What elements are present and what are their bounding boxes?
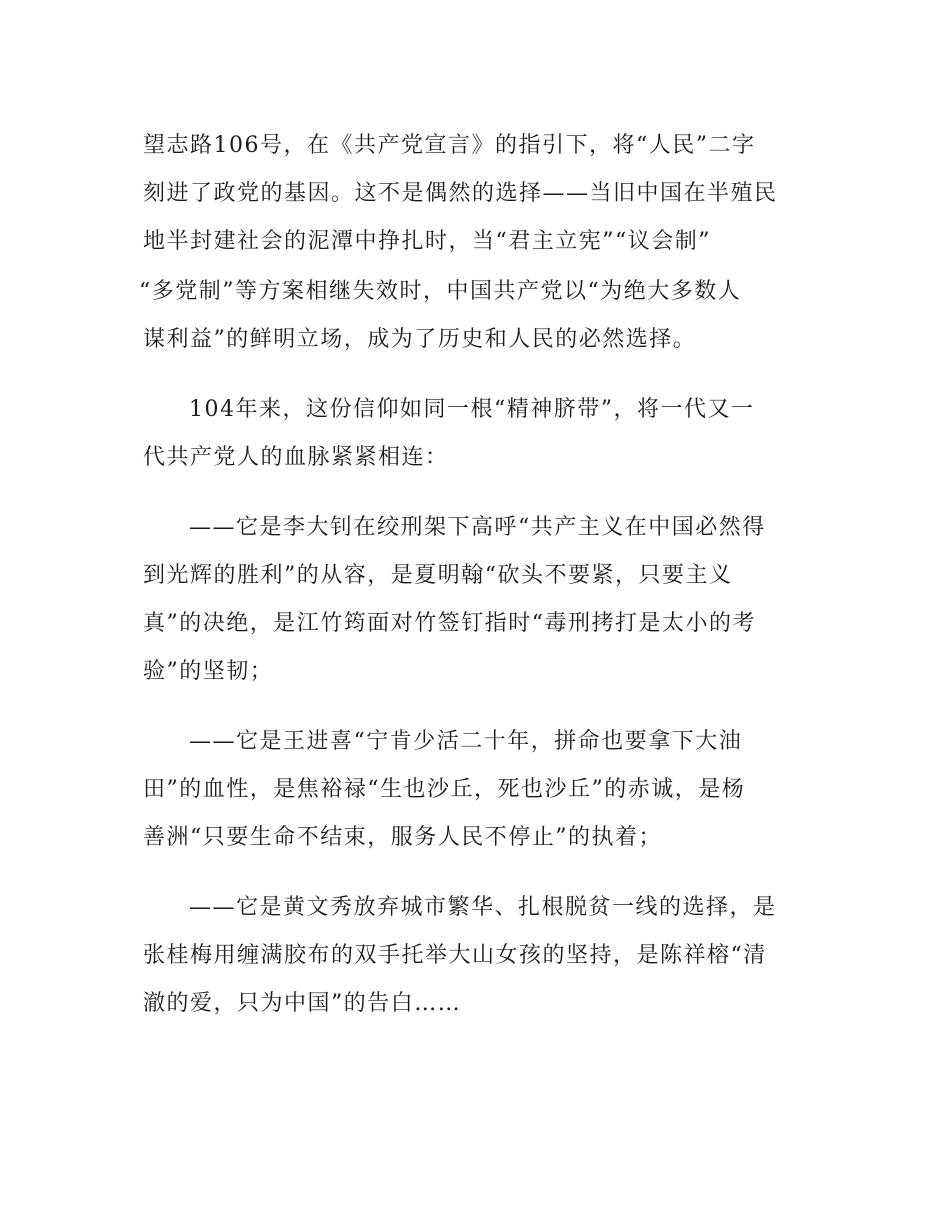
paragraph-2-line-1: 104年来，这份信仰如同一根“精神脐带”，将一代又一	[189, 397, 755, 422]
paragraph-1-line-5: 谋利益”的鲜明立场，成为了历史和人民的必然选择。	[143, 327, 697, 352]
paragraph-4-line-1: ——它是王进喜“宁肯少活二十年，拼命也要拿下大油	[189, 729, 743, 754]
paragraph-2-line-2: 代共产党人的血脉紧紧相连：	[143, 445, 449, 470]
paragraph-4-line-3: 善洲“只要生命不结束，服务人民不停止”的执着；	[143, 825, 662, 850]
paragraph-5-line-1: ——它是黄文秀放弃城市繁华、扎根脱贫一线的选择，是	[189, 895, 777, 920]
paragraph-1-line-4: “多党制”等方案相继失效时，中国共产党以“为绝大多数人	[139, 279, 742, 304]
paragraph-1-line-1: 望志路106号，在《共产党宣言》的指引下，将“人民”二字	[143, 133, 756, 158]
paragraph-1-line-3: 地半封建社会的泥潭中挣扎时，当“君主立宪”“议会制”	[143, 229, 711, 254]
paragraph-5-line-3: 澈的爱，只为中国”的告白……	[143, 991, 462, 1016]
paragraph-4-line-2: 田”的血性，是焦裕禄“生也沙丘，死也沙丘”的赤诚，是杨	[143, 777, 746, 802]
paragraph-1-line-2: 刻进了政党的基因。这不是偶然的选择——当旧中国在半殖民	[143, 181, 778, 206]
paragraph-3-line-2: 到光辉的胜利”的从容，是夏明翰“砍头不要紧，只要主义	[143, 563, 733, 588]
paragraph-5-line-2: 张桂梅用缠满胶布的双手托举大山女孩的坚持，是陈祥榕“清	[143, 943, 767, 968]
paragraph-3-line-4: 验”的坚韧；	[143, 659, 274, 684]
paragraph-3-line-3: 真”的决绝，是江竹筠面对竹签钉指时“毒刑拷打是太小的考	[143, 611, 756, 636]
paragraph-3-line-1: ——它是李大钊在绞刑架下高呼“共产主义在中国必然得	[189, 515, 766, 540]
